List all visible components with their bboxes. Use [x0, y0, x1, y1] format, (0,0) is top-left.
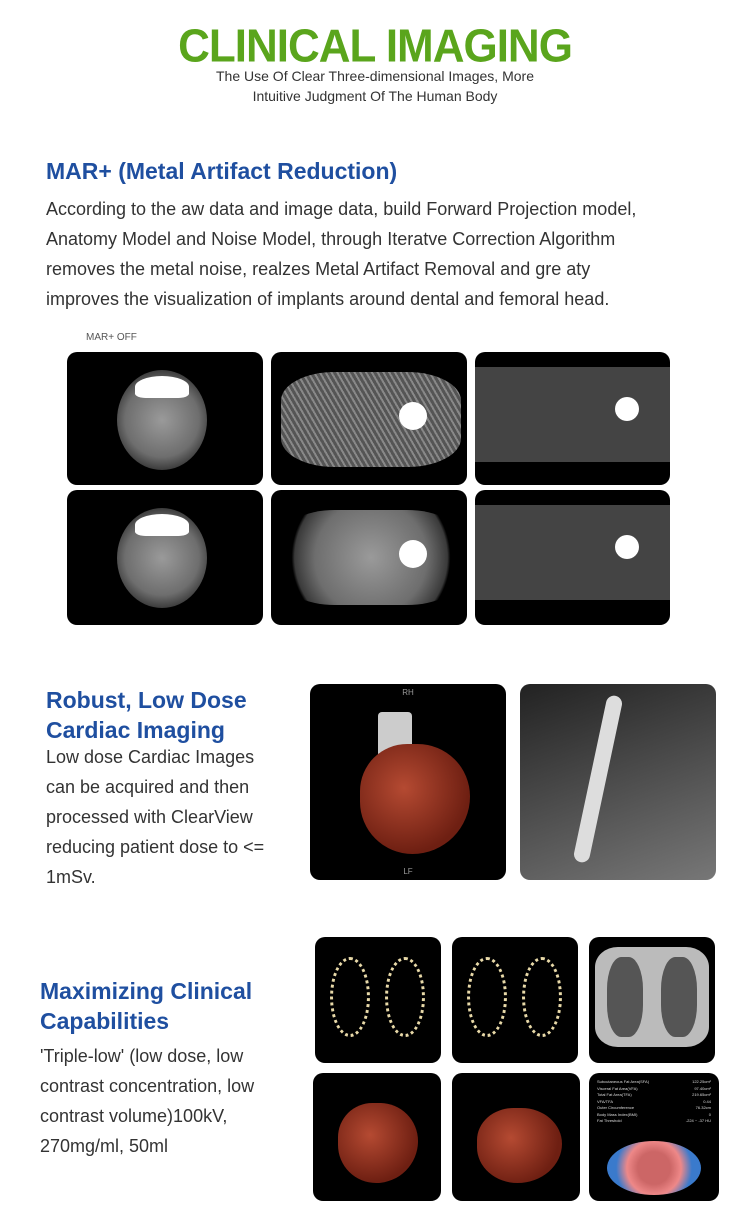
text-line: contrast volume)100kV,	[40, 1106, 228, 1126]
cardiac-vessel-image	[520, 684, 716, 880]
heading-line: Cardiac Imaging	[46, 717, 225, 743]
cell: 0	[708, 1111, 711, 1117]
cell: -224 ~ -37 HU	[685, 1118, 711, 1123]
ct-hip-mar-off	[271, 352, 467, 485]
cell: 97.40cm²	[694, 1085, 711, 1091]
chest-ct-image	[589, 937, 715, 1063]
text-line: reducing patient dose to <=	[46, 837, 265, 857]
text-line: 270mg/ml, 50ml	[40, 1136, 169, 1156]
cell: 219.65cm²	[692, 1092, 711, 1097]
cell: 0.44	[703, 1098, 711, 1104]
subtitle-line1: The Use Of Clear Three-dimensional Images, More	[216, 68, 534, 84]
text-line: 1mSv.	[46, 867, 96, 887]
cell: Visceral Fat Area(VFA)	[597, 1085, 638, 1091]
clinical-heading	[40, 976, 252, 1036]
fat-analysis-image	[589, 1073, 719, 1201]
cell: 122.25cm²	[692, 1079, 711, 1084]
text-line: 'Triple-low' (low dose, low	[40, 1046, 244, 1066]
mar-off-label: MAR+ OFF	[86, 332, 137, 343]
heading-line: Capabilities	[40, 1008, 170, 1034]
orientation-label-bottom: LF	[403, 867, 413, 876]
ct-head-mar-off	[67, 352, 263, 485]
text-line: Low dose Cardiac Images	[46, 747, 255, 767]
cell: Total Fat Area(TFA)	[597, 1092, 632, 1097]
ct-femur-mar-off	[475, 352, 670, 485]
ct-hip-mar-on	[271, 490, 467, 625]
heading-line: Maximizing Clinical	[40, 978, 253, 1004]
cell: Fat Threshold	[597, 1118, 622, 1123]
mar-description	[46, 194, 736, 314]
heart-vessel-image-1	[313, 1073, 441, 1201]
cell: 76.32cm	[695, 1105, 711, 1110]
ct-femur-mar-on	[475, 490, 670, 625]
ct-head-mar-on	[67, 490, 263, 625]
cardiac-description	[46, 742, 264, 892]
cell: VFA/TFA	[597, 1098, 614, 1104]
mar-heading: MAR+ (Metal Artifact Reduction)	[46, 158, 398, 184]
lung-tree-image-1	[315, 937, 441, 1063]
text-line: removes the metal noise, realzes Metal Artifact Removal and gre aty	[46, 259, 591, 279]
lung-tree-image-2	[452, 937, 578, 1063]
orientation-label-top: RH	[402, 688, 414, 697]
subtitle-line2: Intuitive Judgment Of The Human Body	[252, 88, 498, 104]
heart-vessel-image-2	[452, 1073, 580, 1201]
text-line: processed with ClearView	[46, 807, 253, 827]
text-line: improves the visualization of implants around dental and femoral head.	[46, 289, 610, 309]
text-line: According to the aw data and image data, build Forward Projection model,	[46, 199, 637, 219]
heading-line: Robust, Low Dose	[46, 687, 247, 713]
clinical-description	[40, 1041, 254, 1161]
text-line: can be acquired and then	[46, 777, 250, 797]
cardiac-3d-image	[310, 684, 506, 880]
cell: Body Mass Index(BMI)	[597, 1111, 638, 1117]
page-title: CLINICAL IMAGING	[178, 20, 572, 73]
text-line: contrast concentration, low	[40, 1076, 255, 1096]
cell: Outer Circumference	[597, 1105, 635, 1110]
cell: Subcutaneous Fat Area(SFA)	[597, 1079, 650, 1084]
text-line: Anatomy Model and Noise Model, through Iteratve Correction Algorithm	[46, 229, 616, 249]
fat-analysis-table	[597, 1079, 711, 1125]
table-row	[597, 1118, 711, 1125]
cardiac-heading	[46, 685, 247, 745]
